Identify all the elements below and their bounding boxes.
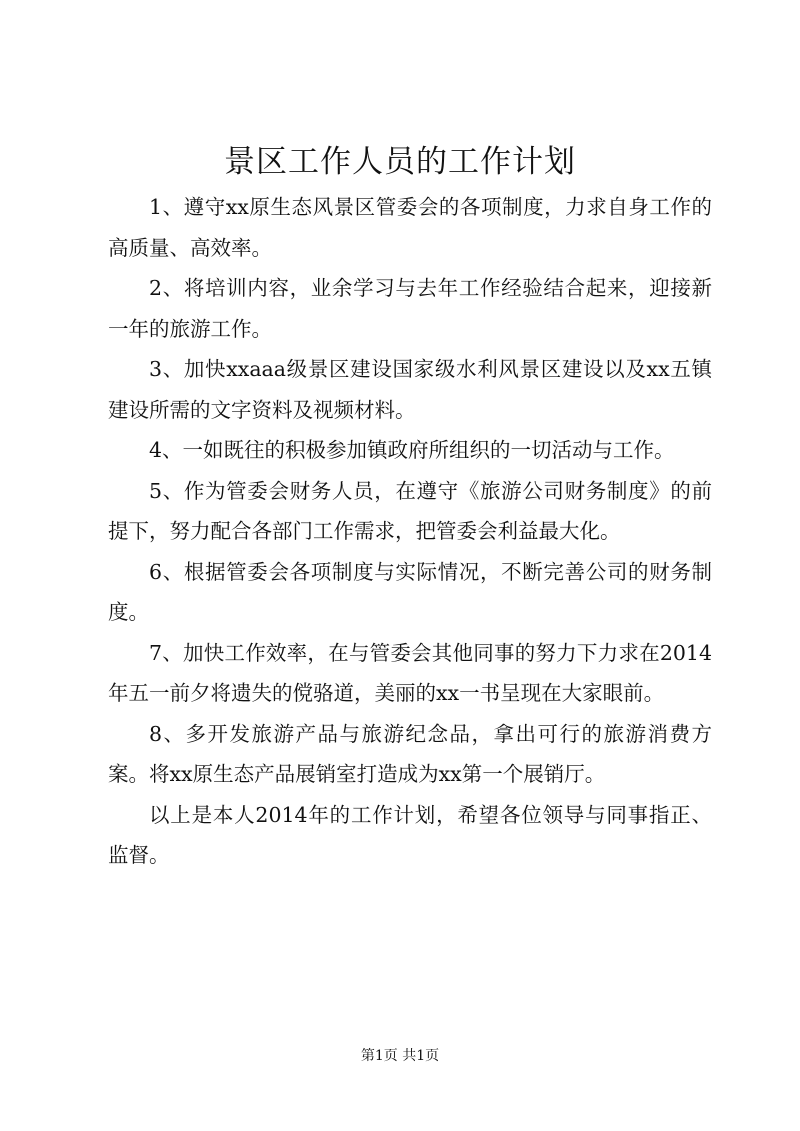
- paragraph-6: 6、根据管委会各项制度与实际情况，不断完善公司的财务制度。: [108, 559, 712, 624]
- paragraph-8: 8、多开发旅游产品与旅游纪念品，拿出可行的旅游消费方案。将xx原生态产品展销室打造成为xx第一个展销厅。: [108, 721, 712, 786]
- document-title: 景区工作人员的工作计划: [224, 144, 576, 180]
- page-footer: 第1页 共1页: [360, 1048, 440, 1064]
- paragraph-4: 4、一如既往的积极参加镇政府所组织的一切活动与工作。: [149, 438, 675, 462]
- paragraph-5: 5、作为管委会财务人员，在遵守《旅游公司财务制度》的前提下，努力配合各部门工作需求，把管委会利益最大化。: [108, 478, 712, 543]
- paragraph-closing: 以上是本人2014年的工作计划，希望各位领导与同事指正、监督。: [108, 802, 712, 867]
- document-body: [108, 187, 712, 876]
- paragraph-1: 1、遵守xx原生态风景区管委会的各项制度，力求自身工作的高质量、高效率。: [108, 195, 712, 260]
- paragraph-2: 2、将培训内容，业余学习与去年工作经验结合起来，迎接新一年的旅游工作。: [108, 276, 712, 341]
- paragraph-7: 7、加快工作效率，在与管委会其他同事的努力下力求在2014年五一前夕将遗失的傥骆道，美丽的xx一书呈现在大家眼前。: [108, 640, 712, 705]
- paragraph-3: 3、加快xxaaa级景区建设国家级水利风景区建设以及xx五镇建设所需的文字资料及视频材料。: [108, 357, 712, 422]
